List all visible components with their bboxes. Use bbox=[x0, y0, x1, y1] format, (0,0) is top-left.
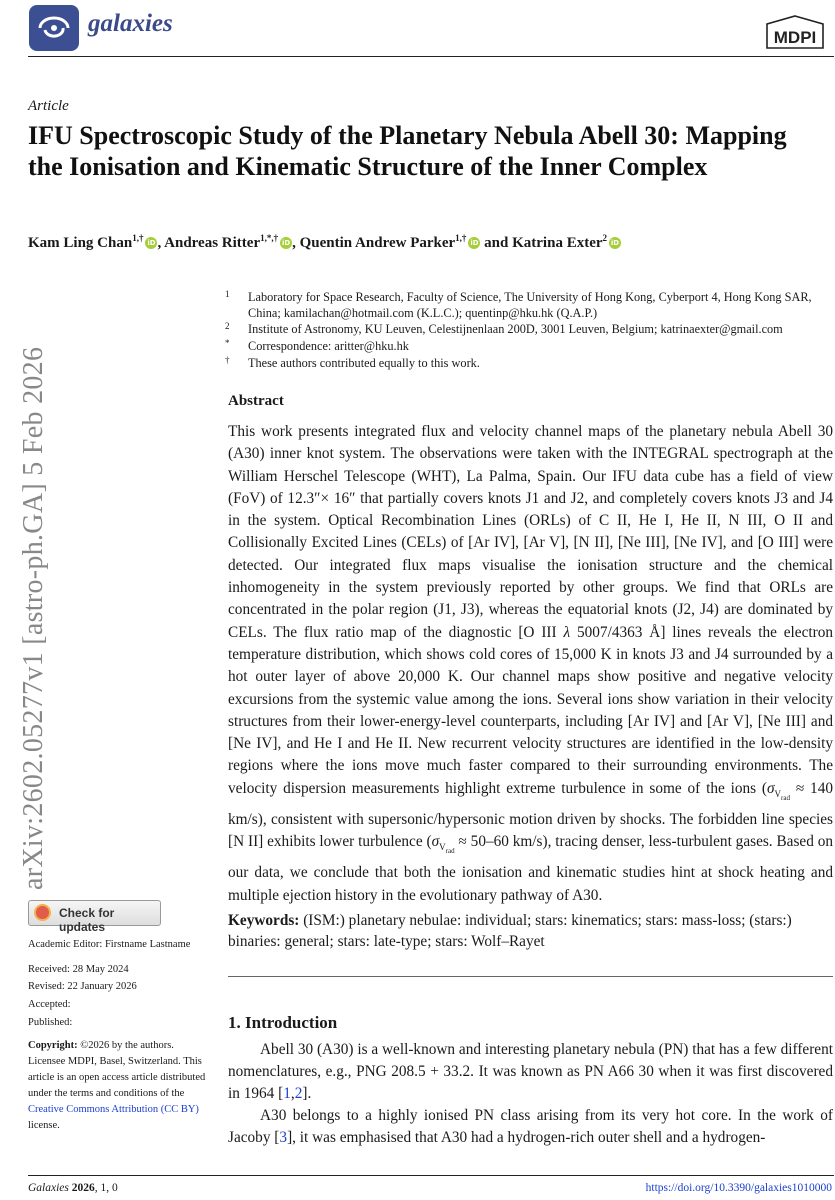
keywords bbox=[228, 910, 833, 952]
author-affil-mark: 1,† bbox=[455, 233, 467, 243]
keywords-text: (ISM:) planetary nebulae: individual; stars: kinematics; stars: mass-loss; (stars:) binaries: general; stars: late-type; stars: Wolf–Rayet bbox=[228, 912, 792, 950]
paragraph bbox=[228, 1039, 833, 1105]
header-rule bbox=[28, 56, 834, 57]
affiliation-text: Institute of Astronomy, KU Leuven, Celestijnenlaan 200D, 3001 Leuven, Belgium; katrinaexter@gmail.com bbox=[248, 322, 783, 336]
license-link[interactable]: Creative Commons Attribution (CC BY) bbox=[28, 1104, 199, 1115]
mdpi-logo[interactable] bbox=[764, 14, 826, 55]
keywords-label: Keywords: bbox=[228, 912, 300, 929]
orcid-icon[interactable]: iD bbox=[147, 239, 156, 247]
equal-contribution-note bbox=[225, 355, 828, 371]
received-date: Received: 28 May 2024 bbox=[28, 964, 129, 975]
affiliation-mark: 2 bbox=[225, 321, 230, 331]
affiliation-mark: * bbox=[225, 338, 230, 348]
author-separator: , bbox=[292, 235, 300, 251]
journal-name: galaxies bbox=[88, 10, 173, 37]
sigma-symbol: σ bbox=[767, 779, 775, 797]
article-type: Article bbox=[28, 98, 69, 114]
published-date: Published: bbox=[28, 1017, 73, 1028]
paper-title: IFU Spectroscopic Study of the Planetary Nebula Abell 30: Mapping the Ionisation and Kinematic Structure of the Inner Complex bbox=[28, 121, 787, 181]
author-affil-mark: 2 bbox=[602, 233, 608, 243]
orcid-icon[interactable]: iD bbox=[282, 239, 291, 247]
sigma-subsubscript: rad bbox=[781, 793, 790, 802]
crossmark-icon bbox=[34, 904, 51, 921]
author-name[interactable]: Katrina Exter bbox=[512, 235, 603, 251]
citation-link[interactable]: 3 bbox=[279, 1129, 288, 1146]
section-rule bbox=[228, 976, 833, 977]
accepted-date: Accepted: bbox=[28, 999, 71, 1010]
abstract-text bbox=[228, 421, 833, 907]
copyright-notice bbox=[28, 1038, 206, 1134]
author-affil-mark: 1,*,† bbox=[260, 233, 279, 243]
affiliation-text: These authors contributed equally to this work. bbox=[248, 356, 480, 370]
abstract-segment: This work presents integrated flux and velocity channel maps of the planetary nebula Abell 30 (A30) inner knot system. The observations were taken with the INTEGRAL spectrograph at the William Herschel Telescope (WHT), La Palma, Spain. Our IFU data cube has a field of view (FoV) of 12.3″× 16″ that partially covers knots J1 and J2, and completely covers knots J3 and J4 in the system. Optical Recombination Lines (ORLs) of C II, He I, He II, N III, O II and Collisionally Excited Lines (CELs) of [Ar IV], [Ar V], [N II], [Ne III], [Ne IV], and [O III] were detected. Our integrated flux maps visualise the ionisation structure and the chemical inhomogeneity in the system previously reported by other groups. We find that ORLs are concentrated in the polar region (J1, J3), whereas the equatorial knots (J2, J4) are dominated by CELs. The flux ratio map of the diagnostic [O III bbox=[228, 423, 833, 641]
sigma-symbol: σ bbox=[431, 833, 440, 851]
doi-link[interactable]: https://doi.org/10.3390/galaxies1010000 bbox=[645, 1182, 832, 1194]
section-heading: 1. Introduction bbox=[228, 1013, 338, 1032]
footer-journal: Galaxies bbox=[28, 1182, 69, 1194]
academic-editor: Academic Editor: Firstname Lastname bbox=[28, 939, 191, 950]
author-separator: , bbox=[157, 235, 165, 251]
journal-logo[interactable] bbox=[28, 4, 80, 52]
text-run: ], it was emphasised that A30 had a hydrogen-rich outer shell and a hydrogen- bbox=[287, 1129, 766, 1146]
affiliation bbox=[225, 289, 828, 321]
check-for-updates-button[interactable] bbox=[28, 900, 161, 934]
footer-rule bbox=[28, 1175, 834, 1176]
introduction-body bbox=[228, 1039, 833, 1149]
author-separator: and bbox=[480, 235, 513, 251]
revised-date: Revised: 22 January 2026 bbox=[28, 981, 137, 992]
correspondence bbox=[225, 338, 828, 354]
lambda-symbol: λ bbox=[563, 623, 571, 641]
license-end: license. bbox=[28, 1120, 60, 1131]
sigma-subscript: V bbox=[774, 788, 782, 799]
copyright-label: Copyright: bbox=[28, 1040, 78, 1051]
text-run: Abell 30 (A30) is a well-known and interesting planetary nebula (PN) that has a few different nomenclatures, e.g., PNG 208.5 + 33.2. It was known as PN A66 30 when it was first discovered in 1964 [ bbox=[228, 1041, 833, 1102]
affiliation-mark: † bbox=[225, 355, 230, 365]
mdpi-label: MDPI bbox=[773, 28, 817, 47]
citation-link[interactable]: 1 bbox=[283, 1085, 291, 1102]
abstract-segment: 5007/4363 Å] lines reveals the electron temperature distribution, which shows cold cores of 15,000 K in knots J3 and J4 surrounded by a hot outer layer of above 20,000 K. Our channel maps show positive and negative velocity excursions from the systemic value among the ions. Several ions show variation in their velocity structures from their lower-energy-level counterparts, including [Ar IV] and [Ar V], [Ne III] and [Ne IV], and He I and He II. New recurrent velocity structures are identified in the low-density regions where the ions move much faster compared to their surrounding environments. The velocity dispersion measurements highlight extreme turbulence in some of the ions ( bbox=[228, 623, 833, 797]
journal-citation bbox=[28, 1182, 118, 1194]
affiliation-mark: 1 bbox=[225, 289, 230, 299]
abstract-segment: ≈ 140 km/s), consistent with supersonic/hypersonic motion driven by shocks. The forbidden line species [N II] exhibits lower turbulence ( bbox=[228, 779, 833, 851]
sigma-subscript: V bbox=[439, 842, 446, 853]
footer-year: 2026 bbox=[71, 1182, 95, 1194]
orcid-icon[interactable]: iD bbox=[610, 239, 620, 247]
copyright-text: ©2026 by the authors. Licensee MDPI, Basel, Switzerland. This article is an open access article distributed under the terms and conditions of the bbox=[28, 1040, 206, 1099]
author-name[interactable]: Andreas Ritter bbox=[164, 235, 261, 251]
galaxies-logo-icon bbox=[28, 4, 80, 52]
citation-link[interactable]: 2 bbox=[294, 1085, 303, 1102]
sigma-subsubscript: rad bbox=[445, 847, 455, 856]
author-affil-mark: 1,† bbox=[132, 233, 144, 243]
orcid-icon[interactable]: iD bbox=[470, 239, 479, 247]
abstract-heading: Abstract bbox=[228, 393, 284, 409]
affiliation-text: Laboratory for Space Research, Faculty of Science, The University of Hong Kong, Cyberport 4, Hong Kong SAR, China; kamilachan@hotmail.com (K.L.C.); quentinp@hku.hk (Q.A.P.) bbox=[248, 290, 812, 320]
author-name[interactable]: Kam Ling Chan bbox=[28, 235, 133, 251]
text-run: , bbox=[290, 1085, 295, 1102]
affiliation-text: Correspondence: aritter@hku.hk bbox=[248, 339, 409, 353]
footer-volume: , 1, 0 bbox=[94, 1182, 118, 1194]
arxiv-identifier[interactable]: arXiv:2602.05277v1 [astro-ph.GA] 5 Feb 2026 bbox=[18, 346, 49, 890]
author-name[interactable]: Quentin Andrew Parker bbox=[299, 235, 456, 251]
check-updates-label: Check for updates bbox=[59, 906, 115, 934]
paragraph bbox=[228, 1105, 833, 1149]
text-run: ]. bbox=[302, 1085, 312, 1102]
affiliation bbox=[225, 321, 828, 337]
text-run: A30 belongs to a highly ionised PN class arising from its very hot core. In the work of Jacoby [ bbox=[228, 1107, 833, 1146]
author-list bbox=[28, 233, 818, 252]
abstract-segment: ≈ 50–60 km/s), tracing denser, less-turbulent gases. Based on our data, we conclude that both the ionisation and kinematic studies hint at shock heating and multiple ejection history in the evolutionary pathway of A30. bbox=[228, 833, 834, 904]
